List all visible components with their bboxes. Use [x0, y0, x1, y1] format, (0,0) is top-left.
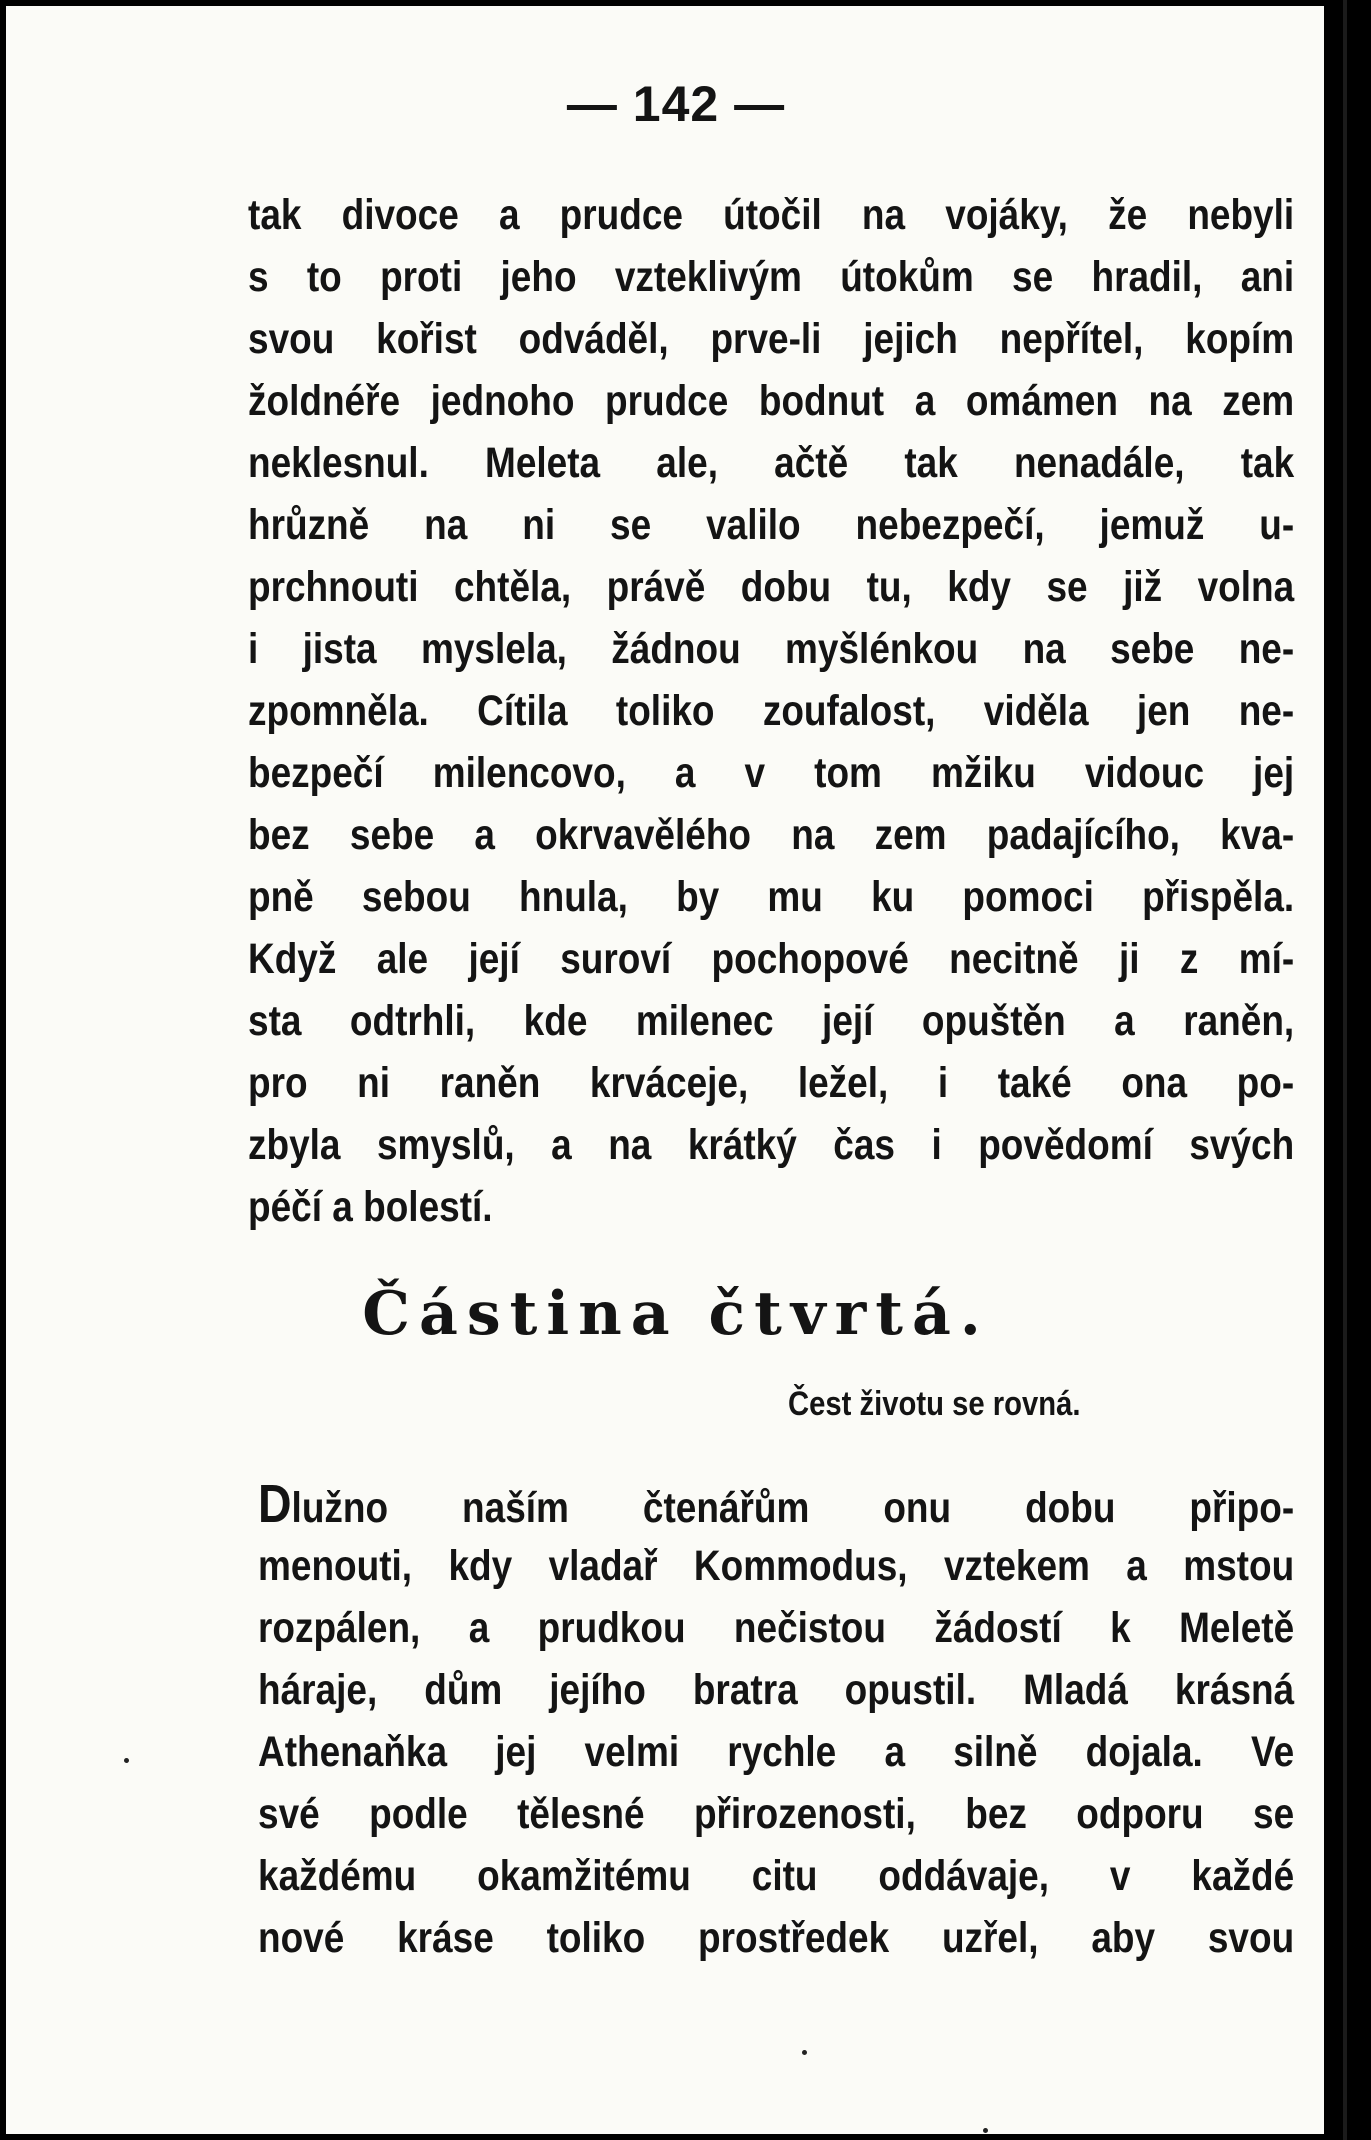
text-line: žoldnéře jednoho prudce bodnut a omámen na zem [248, 377, 1295, 425]
text-line: svou kořist odváděl, prve-li jejich nepřítel, kopím [248, 315, 1295, 363]
text-line: s to proti jeho vzteklivým útokům se hradil, ani [248, 253, 1295, 301]
text-line: péčí a bolestí. [248, 1183, 493, 1231]
text-line: bez sebe a okrvavělého na zem padajícího, kva- [248, 811, 1295, 859]
text-line-rest: lužno naším čtenářům onu dobu připo- [291, 1484, 1295, 1532]
text-line: Když ale její suroví pochopové necitně ji z mí- [248, 935, 1295, 983]
text-line: pně sebou hnula, by mu ku pomoci přispěla. [248, 873, 1295, 921]
text-line: své podle tělesné přirozenosti, bez odporu se [258, 1790, 1295, 1838]
paragraph-new-section [258, 1473, 1294, 1969]
text-line: hrůzně na ni se valilo nebezpečí, jemuž u- [248, 501, 1295, 549]
drop-initial: D [258, 1474, 292, 1534]
text-line: sta odtrhli, kde milenec její opuštěn a raněn, [248, 997, 1295, 1045]
paper-speck [983, 2128, 988, 2133]
text-line: neklesnul. Meleta ale, ačtě tak nenadále, tak [248, 439, 1295, 487]
text-line: menouti, kdy vladař Kommodus, vztekem a mstou [258, 1542, 1295, 1590]
text-line-first [258, 1473, 1294, 1535]
text-line: každému okamžitému citu oddávaje, v každé [258, 1852, 1295, 1900]
page-number: — 142 — [566, 76, 786, 132]
text-line: tak divoce a prudce útočil na vojáky, že nebyli [248, 191, 1295, 239]
text-line: háraje, dům jejího bratra opustil. Mladá krásná [258, 1666, 1295, 1714]
text-line: rozpálen, a prudkou nečistou žádostí k Meletě [258, 1604, 1295, 1652]
paper-speck [802, 2050, 807, 2055]
text-line: zbyla smyslů, a na krátký čas i povědomí svých [248, 1121, 1295, 1169]
text-line: pro ni raněn krváceje, ležel, i také ona po- [248, 1059, 1295, 1107]
text-line: nové kráse toliko prostředek uzřel, aby svou [258, 1914, 1295, 1962]
section-motto: Čest životu se rovná. [788, 1385, 1081, 1423]
paragraph-continued [248, 184, 1294, 1238]
text-line: prchnouti chtěla, právě dobu tu, kdy se již volna [248, 563, 1295, 611]
text-line: i jista myslela, žádnou myšlénkou na sebe ne- [248, 625, 1295, 673]
text-line: bezpečí milencovo, a v tom mžiku vidouc jej [248, 749, 1295, 797]
text-line: Athenaňka jej velmi rychle a silně dojala. Ve [258, 1728, 1295, 1776]
book-page [6, 6, 1324, 2134]
page-edge-line [1343, 0, 1347, 2140]
paper-speck [124, 1758, 129, 1763]
text-line: zpomněla. Cítila toliko zoufalost, viděla jen ne- [248, 687, 1295, 735]
section-heading: Částina čtvrtá. [362, 1279, 990, 1349]
